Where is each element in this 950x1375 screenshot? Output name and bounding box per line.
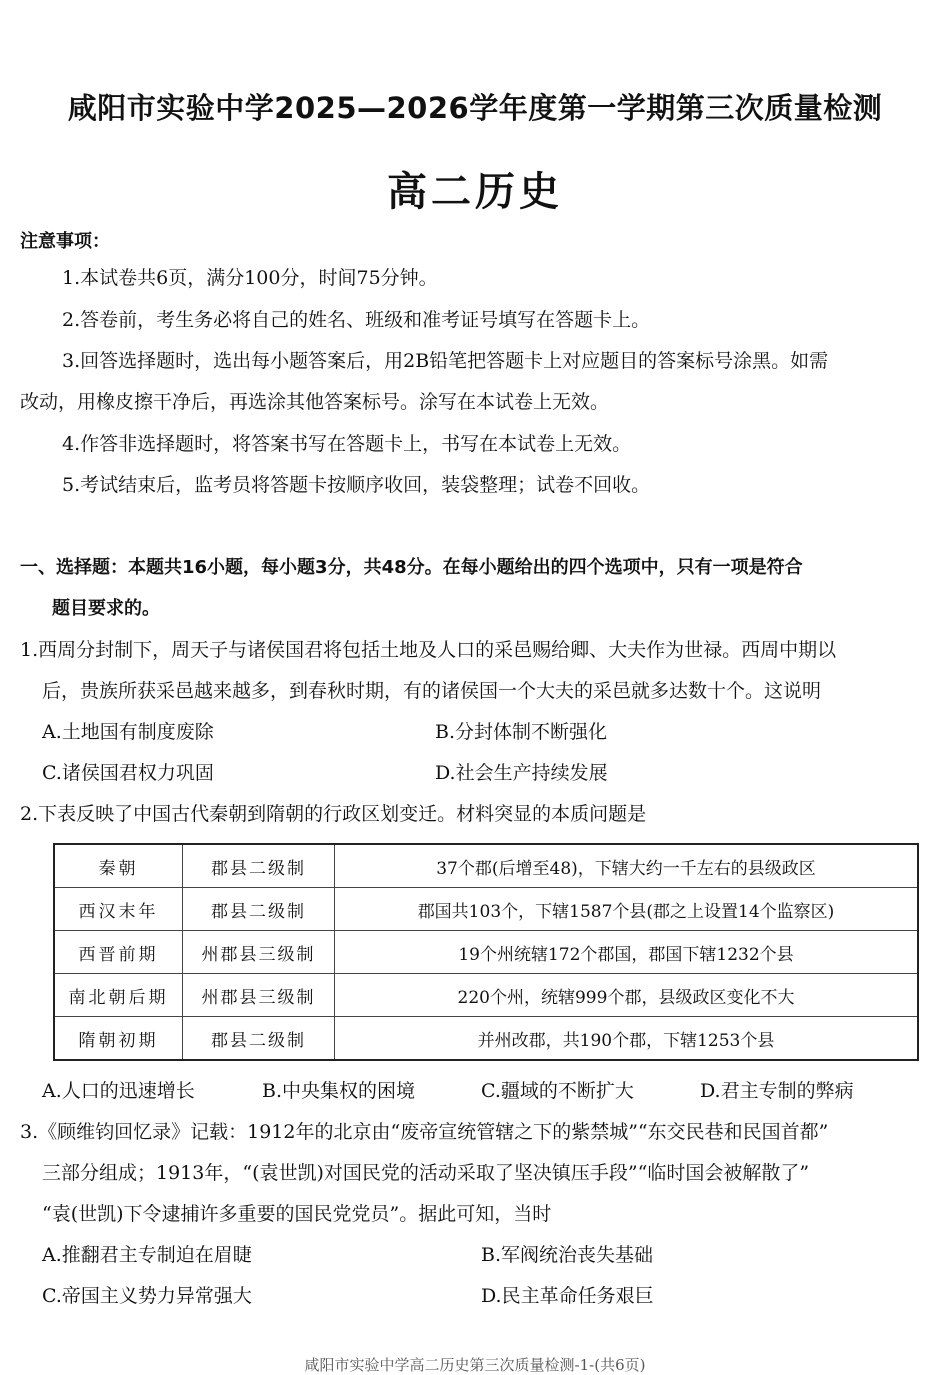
table-cell-system: 郡县二级制: [183, 1017, 335, 1061]
table-row: [54, 888, 918, 931]
question-3-option-a: A.推翻君主专制迫在眉睫: [42, 1244, 252, 1266]
table-cell-system: 州郡县三级制: [183, 931, 335, 974]
question-2-table: [53, 843, 919, 1061]
table-cell-detail: 37个郡(后增至48)，下辖大约一千左右的县级政区: [335, 844, 919, 888]
table-cell-period: 秦朝: [54, 844, 183, 888]
question-1-option-b: B.分封体制不断强化: [435, 721, 608, 743]
notes-title: 注意事项：: [20, 231, 110, 252]
table-cell-system: 州郡县三级制: [183, 974, 335, 1017]
note-item-3-cont: 改动，用橡皮擦干净后，再选涂其他答案标号。涂写在本试卷上无效。: [20, 391, 610, 413]
table-cell-detail: 郡国共103个，下辖1587个县(郡之上设置14个监察区): [335, 888, 919, 931]
table-cell-period: 隋朝初期: [54, 1017, 183, 1061]
exam-title: 咸阳市实验中学2025—2026学年度第一学期第三次质量检测: [67, 91, 883, 125]
table-cell-period: 西汉末年: [54, 888, 183, 931]
question-3-stem-cont-1: 三部分组成；1913年，“(袁世凯)对国民党的活动采取了坚决镇压手段”“临时国会被解散了”: [42, 1162, 810, 1184]
table-row: [54, 974, 918, 1017]
note-item-1: 1.本试卷共6页，满分100分，时间75分钟。: [62, 267, 438, 289]
question-3-option-b: B.军阀统治丧失基础: [481, 1244, 654, 1266]
table-cell-detail: 并州改郡，共190个郡，下辖1253个县: [335, 1017, 919, 1061]
table-cell-detail: 220个州，统辖999个郡，县级政区变化不大: [335, 974, 919, 1017]
table-cell-system: 郡县二级制: [183, 844, 335, 888]
question-1-option-d: D.社会生产持续发展: [435, 762, 608, 784]
question-1-stem-cont: 后，贵族所获采邑越来越多，到春秋时期，有的诸侯国一个大夫的采邑就多达数十个。这说明: [42, 680, 822, 702]
question-3-stem-cont-2: “袁(世凯)下令逮捕许多重要的国民党党员”。据此可知，当时: [42, 1203, 552, 1225]
question-2-option-c: C.疆域的不断扩大: [481, 1080, 634, 1102]
question-1-stem: 1.西周分封制下，周天子与诸侯国君将包括土地及人口的采邑赐给卿、大夫作为世禄。西周中期以: [20, 639, 837, 661]
table-cell-detail: 19个州统辖172个郡国，郡国下辖1232个县: [335, 931, 919, 974]
question-3-stem: 3.《顾维钧回忆录》记载：1912年的北京由“废帝宣统管辖之下的紫禁城”“东交民巷和民国首都”: [20, 1121, 829, 1143]
note-item-5: 5.考试结束后，监考员将答题卡按顺序收回，装袋整理；试卷不回收。: [62, 474, 651, 496]
table-row: [54, 1017, 918, 1061]
subject-title: 高二历史: [387, 169, 563, 215]
note-item-4: 4.作答非选择题时，将答案书写在答题卡上，书写在本试卷上无效。: [62, 433, 632, 455]
question-1-option-a: A.土地国有制度废除: [42, 721, 214, 743]
table-row: [54, 931, 918, 974]
question-3-option-d: D.民主革命任务艰巨: [481, 1285, 654, 1307]
question-2-option-a: A.人口的迅速增长: [42, 1080, 195, 1102]
table-cell-period: 西晋前期: [54, 931, 183, 974]
note-item-2: 2.答卷前，考生务必将自己的姓名、班级和准考证号填写在答题卡上。: [62, 309, 651, 331]
question-2-option-b: B.中央集权的困境: [262, 1080, 416, 1102]
table-cell-period: 南北朝后期: [54, 974, 183, 1017]
section-heading-cont: 题目要求的。: [52, 598, 160, 619]
table-row: [54, 844, 918, 888]
note-item-3: 3.回答选择题时，选出每小题答案后，用2B铅笔把答题卡上对应题目的答案标号涂黑。如需: [62, 350, 829, 372]
question-1-option-c: C.诸侯国君权力巩固: [42, 762, 214, 784]
table-cell-system: 郡县二级制: [183, 888, 335, 931]
page-footer: 咸阳市实验中学高二历史第三次质量检测-1-(共6页): [304, 1356, 646, 1374]
section-heading: 一、选择题：本题共16小题，每小题3分，共48分。在每小题给出的四个选项中，只有一项是符合: [20, 557, 803, 578]
question-2-option-d: D.君主专制的弊病: [700, 1080, 854, 1102]
question-2-stem: 2.下表反映了中国古代秦朝到隋朝的行政区划变迁。材料突显的本质问题是: [20, 803, 647, 825]
question-3-option-c: C.帝国主义势力异常强大: [42, 1285, 252, 1307]
